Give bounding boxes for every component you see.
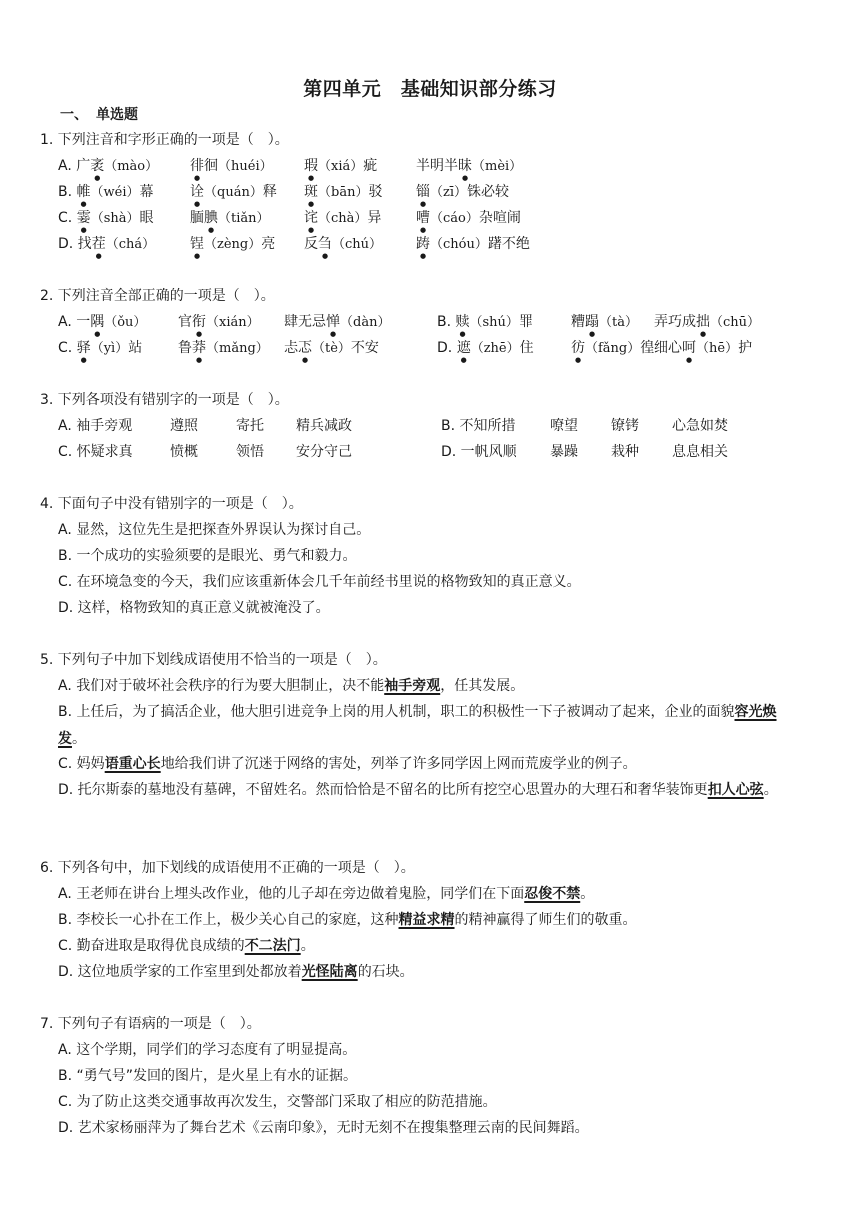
cell-text: A. 广 bbox=[58, 158, 91, 174]
pinyin: （tè） bbox=[312, 341, 351, 356]
question-6-option-d bbox=[58, 962, 414, 982]
pinyin: （quán） bbox=[204, 185, 263, 200]
question-5-stem: 5. 下列句子中加下划线成语使用不恰当的一项是（ ）。 bbox=[40, 652, 387, 668]
cell-text: B. bbox=[437, 314, 456, 330]
cell-text: A. 一 bbox=[58, 314, 91, 330]
pinyin: （mào） bbox=[104, 159, 159, 174]
section-label: 单选题 bbox=[96, 107, 138, 123]
question-3-word: 镣铐 bbox=[611, 418, 639, 434]
question-4-option-b: B. 一个成功的实验须要的是眼光、勇气和毅力。 bbox=[58, 548, 357, 564]
option-text: A. 我们对于破坏社会秩序的行为要大胆制止，决不能 bbox=[58, 678, 385, 694]
pinyin: （mèi） bbox=[472, 159, 523, 174]
cell-text: 住 bbox=[519, 340, 534, 356]
option-text: 。 bbox=[763, 782, 778, 798]
question-3-word: 领悟 bbox=[236, 444, 264, 460]
pinyin: （huéi） bbox=[218, 159, 273, 174]
underlined-idiom: 扣人心弦 bbox=[707, 782, 764, 798]
question-1-cell bbox=[304, 156, 377, 182]
question-3-word: 安分守己 bbox=[296, 444, 352, 460]
question-2-cell bbox=[58, 312, 146, 338]
option-text: 的石块。 bbox=[357, 964, 414, 980]
question-2-cell bbox=[58, 338, 142, 364]
question-1-cell bbox=[416, 156, 522, 182]
pinyin: （shà） bbox=[90, 211, 140, 226]
underlined-idiom: 精益求精 bbox=[398, 912, 455, 928]
question-7-option-c: C. 为了防止这类交通事故再次发生，交警部门采取了相应的防范措施。 bbox=[58, 1094, 497, 1110]
cell-text: 肆无忌 bbox=[284, 314, 326, 330]
question-3-word: 遵照 bbox=[170, 418, 198, 434]
page-title: 第四单元 基础知识部分练习 bbox=[303, 78, 557, 100]
question-3-word: 栽种 bbox=[611, 444, 639, 460]
dotted-character: 驿 bbox=[76, 340, 91, 356]
dotted-character: 徘 bbox=[190, 158, 204, 174]
option-text: A. 王老师在讲台上埋头改作业，他的儿子却在旁边做着鬼脸，同学们在下面 bbox=[58, 886, 525, 902]
question-2-cell bbox=[437, 338, 534, 364]
option-text: 。 bbox=[72, 730, 86, 747]
pinyin: （chá） bbox=[105, 237, 156, 252]
cell-text: C. bbox=[58, 210, 77, 226]
dotted-character: 昧 bbox=[458, 158, 472, 174]
cell-text: 弄巧成 bbox=[654, 314, 696, 330]
pinyin: （chū） bbox=[710, 315, 761, 330]
dotted-character: 刍 bbox=[318, 236, 332, 252]
cell-text: 幕 bbox=[139, 184, 154, 200]
dotted-character: 斑 bbox=[304, 184, 318, 200]
underlined-idiom: 袖手旁观 bbox=[384, 678, 441, 694]
dotted-character: 忑 bbox=[298, 340, 312, 356]
question-7-option-a: A. 这个学期，同学们的学习态度有了明显提高。 bbox=[58, 1042, 357, 1058]
question-2-cell bbox=[654, 338, 752, 364]
question-2-stem: 2. 下列注音全部正确的一项是（ ）。 bbox=[40, 288, 275, 304]
option-text: B. 李校长一心扑在工作上，极少关心自己的家庭，这种 bbox=[58, 912, 399, 928]
pinyin: （xiá） bbox=[318, 159, 364, 174]
cell-text: 糟 bbox=[571, 314, 585, 330]
dotted-character: 袤 bbox=[90, 158, 105, 174]
question-3-word: B. 不知所措 bbox=[441, 418, 516, 434]
question-1-cell bbox=[190, 208, 270, 234]
question-3-word: A. 袖手旁观 bbox=[58, 418, 133, 434]
option-text: C. 勤奋进取是取得优良成绩的 bbox=[58, 938, 245, 954]
dotted-character: 遮 bbox=[456, 340, 471, 356]
dotted-character: 腆 bbox=[204, 210, 218, 226]
question-3-word: C. 怀疑求真 bbox=[58, 444, 133, 460]
question-5-option-c bbox=[58, 754, 637, 774]
cell-text: D. bbox=[437, 340, 457, 356]
dotted-character: 锃 bbox=[190, 236, 204, 252]
question-5-option-b bbox=[58, 699, 798, 752]
pinyin: （shú） bbox=[469, 315, 519, 330]
question-4-option-d: D. 这样，格物致知的真正意义就被淹没了。 bbox=[58, 600, 330, 616]
dotted-character: 诧 bbox=[304, 210, 318, 226]
question-6-option-a bbox=[58, 884, 594, 904]
question-6-option-c bbox=[58, 936, 315, 956]
pinyin: （tiǎn） bbox=[218, 211, 270, 226]
dotted-character: 霎 bbox=[76, 210, 91, 226]
pinyin: （hē） bbox=[696, 341, 739, 356]
question-3-word: 暴躁 bbox=[550, 444, 578, 460]
option-text: C. 妈妈 bbox=[58, 756, 105, 772]
cell-text: 徨 bbox=[640, 340, 655, 356]
question-3-word: D. 一帆风顺 bbox=[441, 444, 517, 460]
dotted-character: 赎 bbox=[455, 314, 470, 330]
cell-text: 护 bbox=[738, 340, 753, 356]
pinyin: （zhē） bbox=[470, 341, 520, 356]
pinyin: （zèng） bbox=[204, 237, 262, 252]
question-2-cell bbox=[284, 338, 379, 364]
dotted-character: 莽 bbox=[192, 340, 206, 356]
cell-text: B. bbox=[58, 184, 77, 200]
underlined-idiom: 不二法门 bbox=[244, 938, 301, 954]
pinyin: （tà） bbox=[599, 315, 638, 330]
dotted-character: 隅 bbox=[90, 314, 105, 330]
option-text: B. 上任后，为了搞活企业，他大胆引进竞争上岗的用人机制，职工的积极性一下子被调动了起来，企业的面貌 bbox=[58, 704, 735, 720]
question-5-option-a bbox=[58, 676, 524, 696]
pinyin: （cáo） bbox=[430, 211, 479, 226]
cell-text: 驳 bbox=[368, 184, 383, 200]
pinyin: （xián） bbox=[206, 315, 260, 330]
dotted-character: 诠 bbox=[190, 184, 204, 200]
question-3-word: 嘹望 bbox=[550, 418, 578, 434]
question-2-cell bbox=[654, 312, 760, 338]
option-text: 。 bbox=[300, 938, 315, 954]
question-1-cell bbox=[304, 208, 381, 234]
question-3-word: 心急如焚 bbox=[672, 418, 728, 434]
cell-text: 腼 bbox=[190, 210, 204, 226]
cell-text: 眼 bbox=[139, 210, 154, 226]
question-7-stem: 7. 下列句子有语病的一项是（ ）。 bbox=[40, 1016, 261, 1032]
cell-text: C. bbox=[58, 340, 77, 356]
question-2-cell bbox=[178, 312, 260, 338]
section-heading bbox=[60, 104, 138, 124]
dotted-character: 嘈 bbox=[416, 210, 430, 226]
dotted-character: 帷 bbox=[76, 184, 91, 200]
question-1-stem: 1. 下列注音和字形正确的一项是（ ）。 bbox=[40, 132, 289, 148]
cell-text: 罪 bbox=[518, 314, 533, 330]
cell-text: 亮 bbox=[261, 236, 276, 252]
cell-text: D. 找 bbox=[58, 236, 92, 252]
cell-text: 躇不绝 bbox=[487, 236, 530, 252]
pinyin: （yì） bbox=[90, 341, 129, 356]
pinyin: （ǒu） bbox=[104, 315, 147, 330]
cell-text: 徊 bbox=[204, 158, 218, 174]
question-7-option-b: B. “勇气号”发回的图片，是火星上有水的证据。 bbox=[58, 1068, 358, 1084]
cell-text: 忐 bbox=[284, 340, 298, 356]
dotted-character: 衔 bbox=[192, 314, 206, 330]
question-2-cell bbox=[284, 312, 390, 338]
underlined-idiom: 光怪陆离 bbox=[301, 964, 358, 980]
pinyin: （mǎng） bbox=[206, 341, 269, 356]
pinyin: （chóu） bbox=[430, 237, 488, 252]
dotted-character: 踌 bbox=[416, 236, 430, 252]
pinyin: （bān） bbox=[318, 185, 369, 200]
question-1-cell bbox=[58, 182, 154, 208]
question-1-cell bbox=[304, 182, 382, 208]
dotted-character: 彷 bbox=[571, 340, 585, 356]
dotted-character: 蹋 bbox=[585, 314, 599, 330]
question-7-option-d: D. 艺术家杨丽萍为了舞台艺术《云南印象》，无时无刻不在搜集整理云南的民间舞蹈。 bbox=[58, 1120, 589, 1136]
question-6-stem: 6. 下列各句中，加下划线的成语使用不正确的一项是（ ）。 bbox=[40, 860, 415, 876]
cell-text: 异 bbox=[367, 210, 382, 226]
pinyin: （fǎng） bbox=[585, 341, 641, 356]
pinyin: （wéi） bbox=[90, 185, 140, 200]
cell-text: 杂喧闹 bbox=[478, 210, 521, 226]
cell-text: 鲁 bbox=[178, 340, 192, 356]
cell-text: 官 bbox=[178, 314, 192, 330]
option-text: D. 这位地质学家的工作室里到处都放着 bbox=[58, 964, 302, 980]
underlined-idiom: 语重心长 bbox=[104, 756, 161, 772]
underlined-idiom: 忍俊不禁 bbox=[524, 886, 581, 902]
question-4-option-c: C. 在环境急变的今天，我们应该重新体会几千年前经书里说的格物致知的真正意义。 bbox=[58, 574, 581, 590]
cell-text: 细心 bbox=[654, 340, 682, 356]
dotted-character: 瑕 bbox=[304, 158, 318, 174]
question-1-cell bbox=[190, 156, 273, 182]
question-1-cell bbox=[416, 182, 509, 208]
question-1-cell bbox=[190, 182, 277, 208]
question-1-cell bbox=[304, 234, 382, 260]
question-2-cell bbox=[178, 338, 269, 364]
question-4-option-a: A. 显然，这位先生是把探查外界误认为探讨自己。 bbox=[58, 522, 371, 538]
question-6-option-b bbox=[58, 910, 637, 930]
cell-text: 疵 bbox=[363, 158, 378, 174]
question-2-cell bbox=[571, 338, 654, 364]
section-number: 一、 bbox=[60, 107, 88, 123]
dotted-character: 呵 bbox=[682, 340, 696, 356]
option-text: 地给我们讲了沉迷于网络的害处，列举了许多同学因上网而荒废学业的例子。 bbox=[160, 756, 637, 772]
dotted-character: 惮 bbox=[326, 314, 340, 330]
question-3-word: 寄托 bbox=[236, 418, 264, 434]
question-3-word: 愤概 bbox=[170, 444, 198, 460]
question-2-cell bbox=[437, 312, 533, 338]
question-1-cell bbox=[58, 156, 158, 182]
cell-text: 站 bbox=[128, 340, 143, 356]
question-3-word: 息息相关 bbox=[672, 444, 728, 460]
underlined-idiom: 容光焕发 bbox=[58, 704, 777, 747]
cell-text: 铢必较 bbox=[467, 184, 510, 200]
pinyin: （zī） bbox=[430, 185, 468, 200]
cell-text: 反 bbox=[304, 236, 318, 252]
question-5-option-d bbox=[58, 777, 798, 804]
dotted-character: 拙 bbox=[696, 314, 710, 330]
cell-text: 半明半 bbox=[416, 158, 458, 174]
option-text: 。 bbox=[580, 886, 595, 902]
question-3-word: 精兵减政 bbox=[296, 418, 352, 434]
option-text: 的精神赢得了师生们的敬重。 bbox=[454, 912, 637, 928]
pinyin: （chú） bbox=[332, 237, 383, 252]
dotted-character: 茬 bbox=[91, 236, 106, 252]
question-4-stem: 4. 下面句子中没有错别字的一项是（ ）。 bbox=[40, 496, 303, 512]
question-1-cell bbox=[58, 234, 155, 260]
pinyin: （chà） bbox=[318, 211, 368, 226]
option-text: D. 托尔斯泰的墓地没有墓碑，不留姓名。然而恰恰是不留名的比所有挖空心思置办的大理石和奢华装饰更 bbox=[58, 782, 708, 798]
cell-text: 释 bbox=[262, 184, 277, 200]
question-1-cell bbox=[190, 234, 275, 260]
option-text: ，任其发展。 bbox=[440, 678, 525, 694]
question-1-cell bbox=[416, 234, 530, 260]
question-2-cell bbox=[571, 312, 638, 338]
dotted-character: 锱 bbox=[416, 184, 430, 200]
pinyin: （dàn） bbox=[340, 315, 391, 330]
question-3-stem: 3. 下列各项没有错别字的一项是（ ）。 bbox=[40, 392, 289, 408]
question-1-cell bbox=[416, 208, 521, 234]
question-1-cell bbox=[58, 208, 153, 234]
cell-text: 不安 bbox=[350, 340, 379, 356]
